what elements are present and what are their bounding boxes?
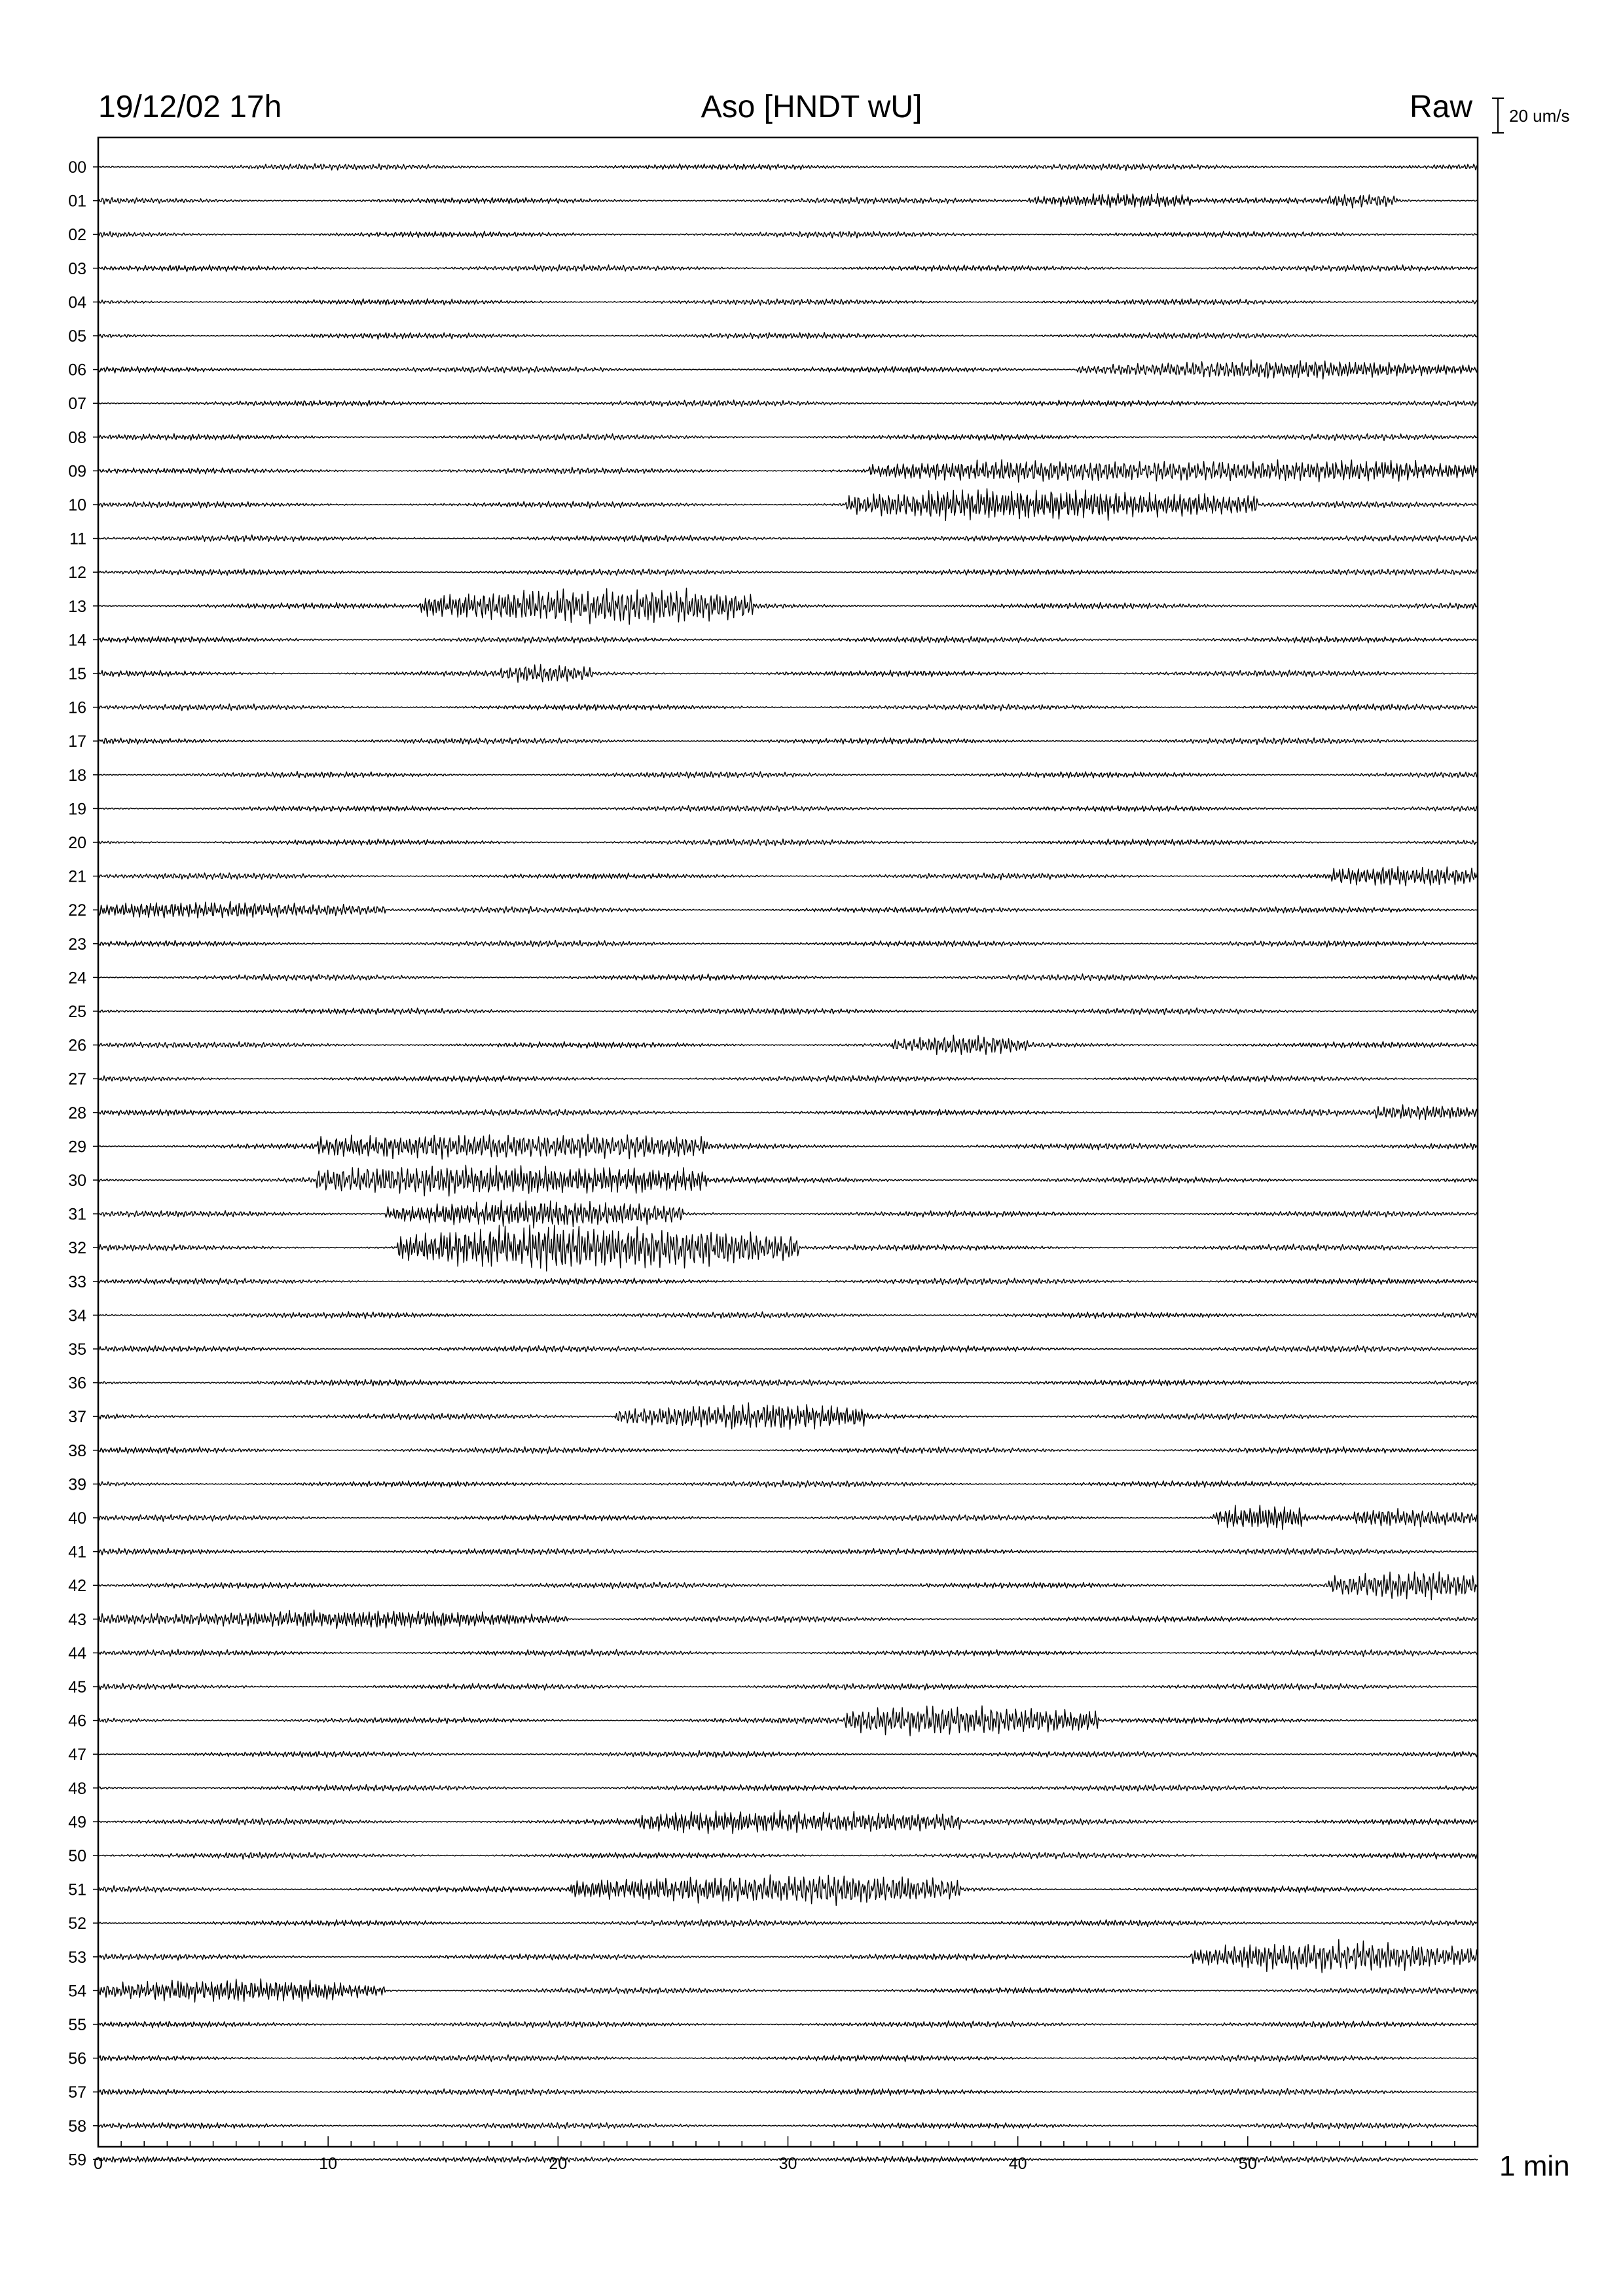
trace-row-55 [98, 2021, 1478, 2028]
row-label-23: 23 [68, 935, 86, 954]
trace-row-44 [98, 1649, 1478, 1657]
trace-row-28 [98, 1105, 1478, 1120]
trace-row-47 [98, 1751, 1478, 1758]
row-label-48: 48 [68, 1779, 86, 1798]
row-label-17: 17 [68, 732, 86, 751]
trace-row-32 [98, 1225, 1478, 1271]
trace-row-01 [98, 194, 1478, 208]
trace-row-58 [98, 2123, 1478, 2129]
row-label-53: 53 [68, 1948, 86, 1967]
trace-row-00 [98, 164, 1478, 171]
row-label-12: 12 [68, 564, 86, 583]
trace-row-30 [98, 1165, 1478, 1196]
trace-row-21 [98, 867, 1478, 886]
trace-row-57 [98, 2089, 1478, 2096]
row-label-20: 20 [68, 834, 86, 852]
row-label-33: 33 [68, 1272, 86, 1291]
row-label-07: 07 [68, 395, 86, 414]
trace-row-12 [98, 569, 1478, 575]
trace-row-43 [98, 1610, 1478, 1628]
trace-row-02 [98, 231, 1478, 238]
trace-row-13 [98, 588, 1478, 624]
trace-row-19 [98, 806, 1478, 812]
trace-row-27 [98, 1075, 1478, 1083]
x-tick-label: 50 [1238, 2155, 1257, 2173]
row-label-18: 18 [68, 766, 86, 785]
trace-row-03 [98, 265, 1478, 272]
trace-row-37 [98, 1403, 1478, 1429]
row-label-57: 57 [68, 2083, 86, 2102]
row-label-28: 28 [68, 1103, 86, 1122]
trace-row-40 [98, 1505, 1478, 1530]
row-label-34: 34 [68, 1306, 86, 1325]
row-label-19: 19 [68, 800, 86, 819]
row-label-15: 15 [68, 665, 86, 683]
row-label-03: 03 [68, 259, 86, 278]
trace-row-05 [98, 332, 1478, 339]
row-label-32: 32 [68, 1239, 86, 1258]
trace-row-26 [98, 1035, 1478, 1055]
row-label-01: 01 [68, 192, 86, 211]
trace-row-10 [98, 489, 1478, 521]
row-label-09: 09 [68, 462, 86, 481]
trace-row-45 [98, 1683, 1478, 1690]
trace-row-09 [98, 459, 1478, 482]
trace-row-15 [98, 664, 1478, 682]
trace-row-41 [98, 1548, 1478, 1554]
row-label-41: 41 [68, 1543, 86, 1562]
row-label-39: 39 [68, 1475, 86, 1494]
row-label-31: 31 [68, 1205, 86, 1224]
trace-row-11 [98, 535, 1478, 542]
trace-row-04 [98, 298, 1478, 305]
trace-row-14 [98, 636, 1478, 643]
row-label-21: 21 [68, 867, 86, 886]
x-tick-label: 40 [1008, 2155, 1027, 2173]
trace-row-36 [98, 1380, 1478, 1386]
trace-row-51 [98, 1875, 1478, 1906]
row-label-59: 59 [68, 2151, 86, 2170]
trace-row-50 [98, 1852, 1478, 1859]
row-label-22: 22 [68, 901, 86, 920]
row-label-06: 06 [68, 361, 86, 380]
row-label-54: 54 [68, 1982, 86, 2001]
row-label-14: 14 [68, 631, 86, 650]
row-label-02: 02 [68, 226, 86, 245]
row-label-30: 30 [68, 1172, 86, 1190]
row-label-44: 44 [68, 1644, 86, 1663]
row-label-45: 45 [68, 1678, 86, 1696]
trace-row-53 [98, 1939, 1478, 1973]
station-title: Aso [HNDT wU] [701, 90, 922, 124]
trace-row-20 [98, 839, 1478, 846]
row-label-24: 24 [68, 969, 86, 988]
trace-row-31 [98, 1200, 1478, 1228]
row-label-37: 37 [68, 1408, 86, 1427]
row-label-58: 58 [68, 2117, 86, 2136]
trace-row-07 [98, 400, 1478, 406]
x-tick-label: 20 [549, 2155, 568, 2173]
trace-row-18 [98, 772, 1478, 778]
row-label-27: 27 [68, 1070, 86, 1089]
row-label-52: 52 [68, 1914, 86, 1933]
row-label-13: 13 [68, 597, 86, 616]
x-tick-label: 0 [94, 2155, 103, 2173]
x-tick-label: 10 [319, 2155, 338, 2173]
trace-row-06 [98, 360, 1478, 379]
row-label-25: 25 [68, 1003, 86, 1021]
row-label-04: 04 [68, 293, 86, 312]
scale-bar [1492, 98, 1504, 133]
trace-row-56 [98, 2055, 1478, 2062]
trace-row-33 [98, 1278, 1478, 1285]
row-label-26: 26 [68, 1036, 86, 1055]
trace-row-16 [98, 704, 1478, 711]
row-label-43: 43 [68, 1610, 86, 1629]
row-label-46: 46 [68, 1712, 86, 1731]
row-label-49: 49 [68, 1813, 86, 1832]
row-label-42: 42 [68, 1577, 86, 1596]
trace-row-24 [98, 974, 1478, 981]
trace-row-35 [98, 1346, 1478, 1352]
row-label-56: 56 [68, 2049, 86, 2068]
row-label-51: 51 [68, 1880, 86, 1899]
trace-row-38 [98, 1446, 1478, 1453]
trace-row-08 [98, 434, 1478, 441]
row-label-00: 00 [68, 158, 86, 177]
x-unit-label: 1 min [1499, 2150, 1570, 2182]
row-label-55: 55 [68, 2016, 86, 2034]
trace-row-17 [98, 738, 1478, 745]
row-label-40: 40 [68, 1509, 86, 1528]
row-label-38: 38 [68, 1441, 86, 1460]
date-hour-label: 19/12/02 17h [98, 90, 282, 124]
trace-row-39 [98, 1480, 1478, 1488]
row-label-50: 50 [68, 1847, 86, 1865]
trace-row-52 [98, 1920, 1478, 1927]
row-label-05: 05 [68, 327, 86, 346]
mode-label: Raw [1409, 90, 1472, 124]
row-label-11: 11 [69, 529, 86, 548]
row-label-36: 36 [68, 1374, 86, 1393]
row-label-10: 10 [68, 496, 86, 514]
trace-row-22 [98, 901, 1478, 918]
row-label-16: 16 [68, 698, 86, 717]
trace-row-25 [98, 1008, 1478, 1014]
trace-row-46 [98, 1706, 1478, 1736]
row-label-08: 08 [68, 428, 86, 447]
trace-row-54 [98, 1979, 1478, 2002]
trace-row-49 [98, 1810, 1478, 1834]
trace-row-42 [98, 1572, 1478, 1600]
trace-row-23 [98, 941, 1478, 947]
trace-row-34 [98, 1312, 1478, 1319]
scale-bar-label: 20 um/s [1509, 106, 1570, 126]
trace-row-48 [98, 1785, 1478, 1791]
row-label-29: 29 [68, 1138, 86, 1157]
x-tick-label: 30 [778, 2155, 797, 2173]
row-label-35: 35 [68, 1340, 86, 1359]
trace-row-29 [98, 1134, 1478, 1159]
row-label-47: 47 [68, 1746, 86, 1765]
